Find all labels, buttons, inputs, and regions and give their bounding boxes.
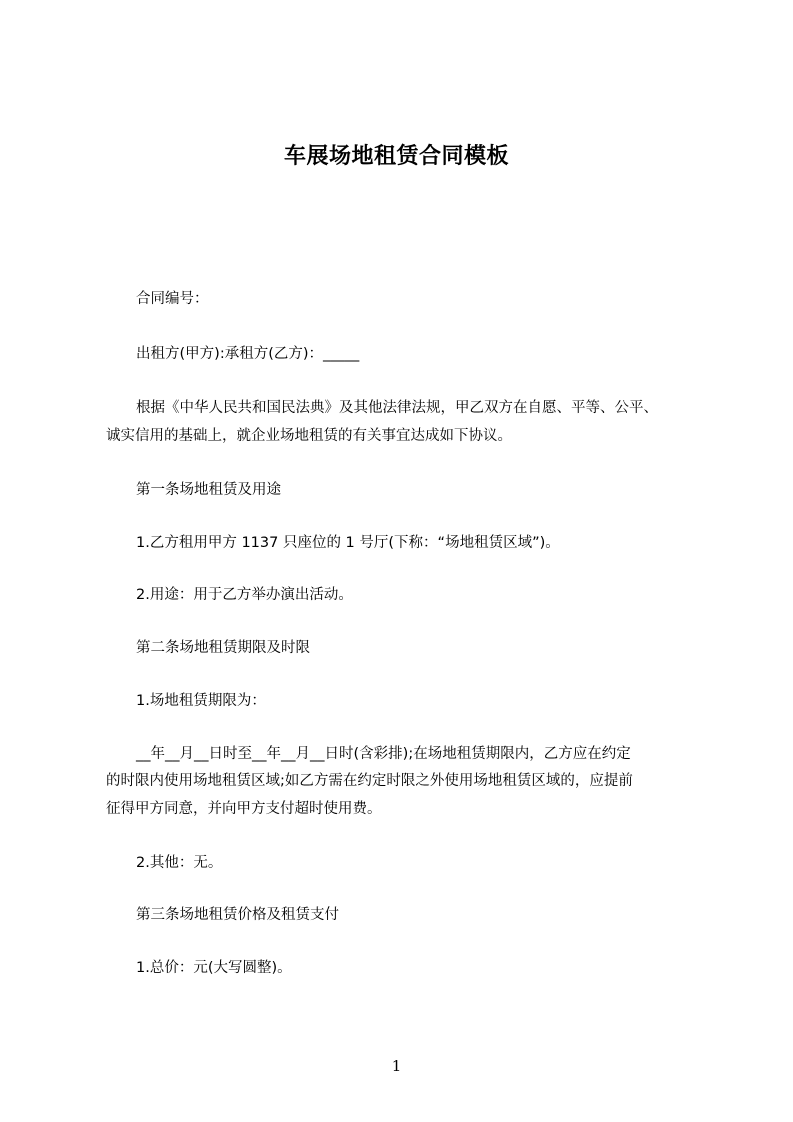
parties-line: 出租方(甲方):承租方(乙方)：_____ (136, 346, 360, 362)
document-title: 车展场地租赁合同模板 (283, 144, 509, 169)
article-3-item-1: 1.总价：元(大写圆整)。 (136, 960, 292, 976)
contract-number-label: 合同编号： (136, 291, 209, 307)
article-1-heading: 第一条场地租赁及用途 (136, 482, 281, 498)
article-3-heading: 第三条场地租赁价格及租赁支付 (136, 907, 339, 923)
preamble-line-1: 根据《中华人民共和国民法典》及其他法律法规，甲乙双方在自愿、平等、公平、 (136, 400, 658, 416)
page-number: 1 (391, 1057, 402, 1075)
article-2-paragraph-line-1: __年__月__日时至__年__月__日时(含彩排);在场地租赁期限内，乙方应在约定 (136, 746, 631, 762)
article-2-item-1: 1.场地租赁期限为： (136, 693, 266, 709)
article-2-paragraph-line-2: 的时限内使用场地租赁区域;如乙方需在约定时限之外使用场地租赁区域的，应提前 (106, 773, 633, 789)
article-2-paragraph-line-3: 征得甲方同意，并向甲方支付超时使用费。 (106, 801, 382, 817)
preamble-line-2: 诚实信用的基础上，就企业场地租赁的有关事宜达成如下协议。 (106, 428, 512, 444)
article-2-heading: 第二条场地租赁期限及时限 (136, 640, 310, 656)
article-2-item-2: 2.其他：无。 (136, 855, 223, 871)
article-1-item-1: 1.乙方租用甲方 1137 只座位的 1 号厅(下称：“场地租赁区域”)。 (136, 535, 560, 551)
article-1-item-2: 2.用途：用于乙方举办演出活动。 (136, 587, 353, 603)
